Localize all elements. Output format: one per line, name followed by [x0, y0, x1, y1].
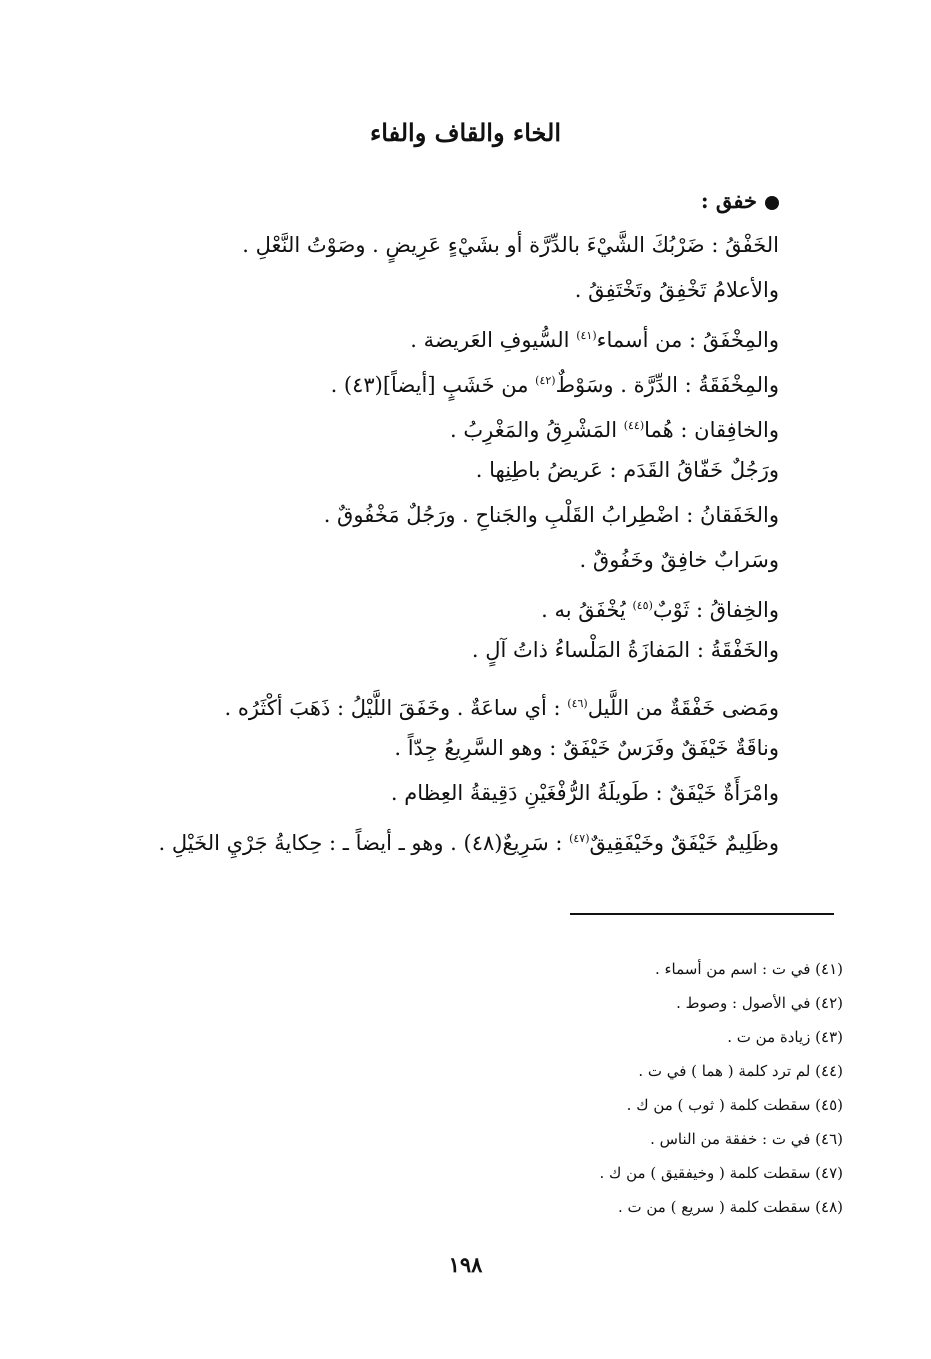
line-text-rest: السُّيوفِ العَريضة .: [410, 328, 577, 352]
footnotes: [500, 952, 843, 1224]
footnote: (٤٧) سقطت كلمة ( وخيفقيق ) من ك .: [599, 1164, 843, 1182]
footnote: (٤٣) زيادة من ت .: [727, 1028, 843, 1046]
footnote: (٤٤) لم ترد كلمة ( هما ) في ت .: [638, 1062, 843, 1080]
line-text: الخَفْقُ : ضَرْبُكَ الشَّيْءَ بالدِّرَّة أو بشَيْءٍ عَرِيضٍ . وصَوْتُ النَّعْلِ .: [242, 233, 779, 257]
line-text: والخافِقان : هُما: [644, 418, 779, 442]
line-text-rest: المَشْرِقُ والمَغْرِبُ .: [450, 418, 624, 442]
footnote: (٤٨) سقطت كلمة ( سريع ) من ت .: [617, 1198, 843, 1216]
line-text: والأعلامُ تَخْفِقُ وتَخْتَفِقُ .: [574, 278, 779, 302]
line-text-rest: : سَرِيعٌ(٤٨) . وهو ـ أيضاً ـ : حِكايةُ جَرْيِ الخَيْلِ .: [158, 831, 570, 855]
line-text-rest: : أي ساعَةٌ . وخَفَقَ اللَّيْلُ : ذَهَبَ أكْثَرُه .: [224, 696, 568, 720]
footnote-separator: [570, 913, 834, 915]
line-text: وامْرَأَةٌ خَيْفَقٌ : طَويلَةُ الرُّفْغَيْنِ دَقِيقةُ العِظام .: [390, 781, 779, 805]
text-line: [100, 538, 779, 583]
line-text-rest: يُخْفَقُ به .: [541, 598, 633, 622]
line-text: والمِخْفَقَةُ : الدِّرَّة . وسَوْطٌ: [555, 373, 779, 397]
line-text: وظَلِيمٌ خَيْفَقٌ وخَيْفَقِيقٌ: [589, 831, 779, 855]
text-line: [100, 268, 779, 313]
text-line: [100, 726, 779, 771]
body-text: [100, 178, 779, 861]
entry-label: خفق :: [700, 188, 757, 213]
footnote: (٤٦) في ت : خفقة من الناس .: [650, 1130, 843, 1148]
page-title: الخاء والقاف والفاء: [370, 118, 561, 147]
text-line: [100, 358, 779, 403]
line-text: والخَفْقَةُ : المَفازَةُ المَلْساءُ ذاتُ آلٍ .: [471, 638, 779, 662]
line-text: ومَضى خَفْقَةٌ من اللَّيل: [587, 696, 779, 720]
entry-heading: [100, 178, 779, 223]
footnote-marker: (٤٧): [569, 832, 590, 845]
footnote-marker: (٤٥): [632, 599, 653, 612]
text-line: [100, 493, 779, 538]
text-line: [100, 628, 779, 673]
paragraph-gap: [100, 673, 779, 681]
line-text: والخَفَقانُ : اضْطِرابُ القَلْبِ والجَناحِ . ورَجُلٌ مَخْفُوقٌ .: [323, 503, 779, 527]
line-text: والخِفاقُ : ثَوْبٌ: [652, 598, 779, 622]
text-line: [100, 771, 779, 816]
page-number: ١٩٨: [448, 1252, 483, 1277]
footnote: (٤٥) سقطت كلمة ( ثوب ) من ك .: [626, 1096, 843, 1114]
line-text: ورَجُلٌ خَفّاقُ القَدَم : عَريضُ باطِنِها .: [475, 458, 779, 482]
line-text: وناقَةٌ خَيْفَقٌ وفَرَسٌ خَيْفَقٌ : وهو السَّرِيعُ جِدّاً .: [394, 736, 779, 760]
footnote-marker: (٤٤): [623, 419, 645, 432]
footnote: (٤٢) في الأصول : وصوط .: [676, 994, 843, 1012]
footnote-marker: (٤٦): [567, 697, 588, 710]
footnote: (٤١) في ت : اسم من أسماء .: [654, 960, 843, 978]
footnote-marker: (٤٢): [535, 374, 556, 387]
text-line: [100, 681, 779, 726]
text-line: [100, 816, 779, 861]
text-line: [100, 313, 779, 358]
line-text-rest: من خَشَبٍ [أيضاً](٤٣) .: [330, 373, 536, 397]
line-text: وسَرابٌ خافِقٌ وخَفُوقٌ .: [579, 548, 779, 572]
bullet-icon: [765, 196, 779, 210]
line-text: والمِخْفَقُ : من أسماء: [596, 328, 779, 352]
text-line: [100, 223, 779, 268]
text-line: [100, 583, 779, 628]
text-line: [100, 403, 779, 448]
footnote-marker: (٤١): [576, 329, 597, 342]
text-line: [100, 448, 779, 493]
